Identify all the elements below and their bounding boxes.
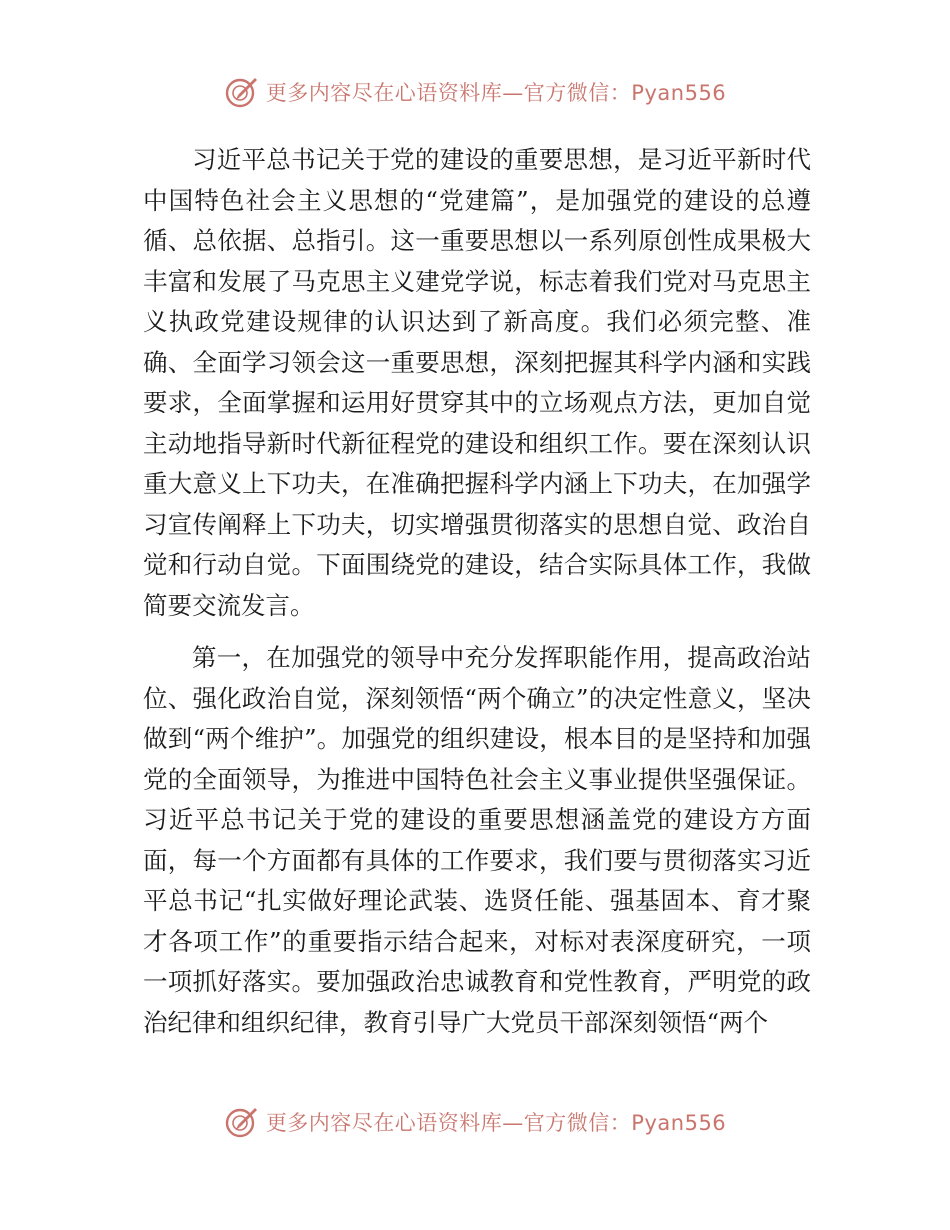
pen-logo-icon: [224, 74, 260, 110]
paragraph-first-point: 第一，在加强党的领导中充分发挥职能作用，提高政治站位、强化政治自觉，深刻领悟“两个确立”的决定性意义，坚决做到“两个维护”。加强党的组织建设，根本目的是坚持和加强党的全面领导，为推进中国特色社会主义事业提供坚强保证。习近平总书记关于党的建设的重要思想涵盖党的建设方方面面，每一个方面都有具体的工作要求，我们要与贯彻落实习近平总书记“扎实做好理论武装、选贤任能、强基固本、育才聚才各项工作”的重要指示结合起来，对标对表深度研究，一项一项抓好落实。要加强政治忠诚教育和党性教育，严明党的政治纪律和组织纪律，教育引导广大党员干部深刻领悟“两个: [143, 643, 811, 1037]
header-banner-text: 更多内容尽在心语资料库—官方微信：Pyan556: [265, 81, 727, 105]
document-body: [143, 140, 811, 1043]
footer-banner: [0, 1100, 950, 1144]
header-banner: [0, 70, 950, 114]
footer-banner-text: 更多内容尽在心语资料库—官方微信：Pyan556: [265, 1111, 727, 1135]
pen-logo-icon: [224, 1104, 260, 1140]
paragraph-intro: 习近平总书记关于党的建设的重要思想，是习近平新时代中国特色社会主义思想的“党建篇”，是加强党的建设的总遵循、总依据、总指引。这一重要思想以一系列原创性成果极大丰富和发展了马克思主义建党学说，标志着我们党对马克思主义执政党建设规律的认识达到了新高度。我们必须完整、准确、全面学习领会这一重要思想，深刻把握其科学内涵和实践要求，全面掌握和运用好贯穿其中的立场观点方法，更加自觉主动地指导新时代新征程党的建设和组织工作。要在深刻认识重大意义上下功夫，在准确把握科学内涵上下功夫，在加强学习宣传阐释上下功夫，切实增强贯彻落实的思想自觉、政治自觉和行动自觉。下面围绕党的建设，结合实际具体工作，我做简要交流发言。: [143, 145, 811, 620]
